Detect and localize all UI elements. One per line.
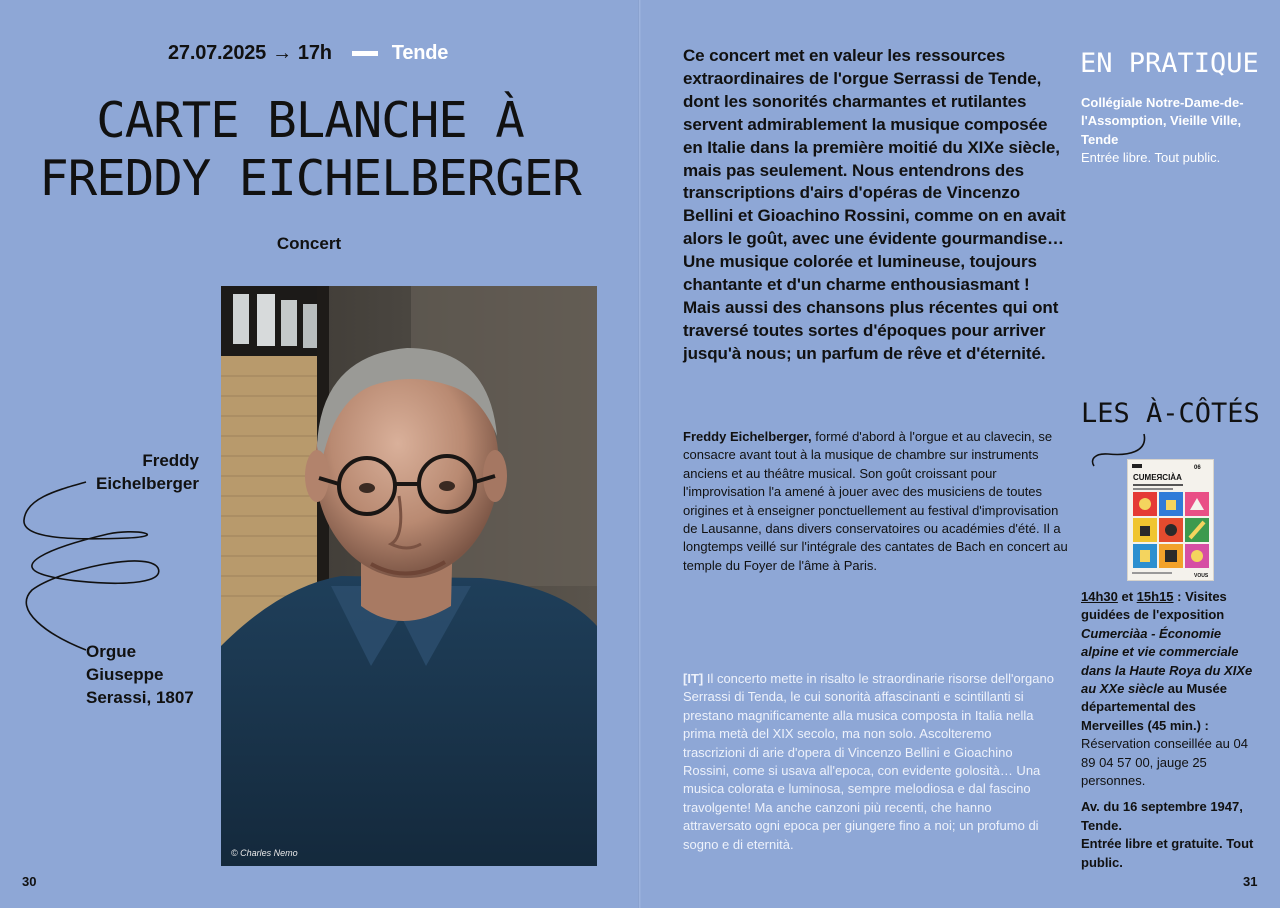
side-activity-text (1081, 588, 1261, 872)
a-cotes-heading: LES À-CÔTÉS (1081, 398, 1260, 429)
artist-label-line: Eichelberger (96, 474, 199, 493)
dash-separator (352, 51, 378, 56)
event-type: Concert (276, 234, 342, 253)
museum-name: Musée départemental des Merveilles (45 min.) : (1081, 681, 1227, 733)
portrait-illustration (221, 286, 597, 866)
artist-label-line: Freddy (142, 451, 199, 470)
access-text: Entrée libre. Tout public. (1081, 150, 1221, 166)
biography-paragraph (683, 428, 1068, 575)
visit-and: et (1117, 589, 1137, 604)
venue-text: Collégiale Notre-Dame-de-l'Assomption, Vieille Ville, Tende (1081, 95, 1244, 147)
event-time: 17h (297, 42, 332, 64)
italian-text: Il concerto mette in risalto le straordinarie risorse dell'organo Serrassi di Tenda, le cui sonorità affascinanti e scintillanti si prestano magnificamente alla musica composta in Italia nella prima metà del XIX secolo, ma non solo. Ascolteremo trascrizioni di arie d'opera di Vincenzo Bellini e Gioachino Rossini, come si usava all'epoca, con evidente golosità… Una musica colorata e luminosa, sempre melodiosa e dal fascino travolgente! Ma anche canzoni più recenti, che hanno attraversato ogni epoca per giungere fino a noi; un profumo di sogno e di eternità. (683, 671, 1054, 852)
organ-label-line: Serassi, 1807 (86, 688, 194, 707)
poster-illustration (1128, 460, 1213, 580)
event-place: Tende (391, 42, 449, 64)
page-gutter (638, 0, 641, 908)
exhibition-title: Cumerciàa - Économie alpine et vie commerciale dans la Haute Roya du XIXe au XXe siècle (1081, 625, 1253, 697)
bio-text: formé d'abord à l'orgue et au clavecin, se consacre avant tout à la musique de chambre sur instruments anciens et au théâtre musical. Son goût croissant pour l'improvisation l'a amené à jouer avec des musiciens de toutes origines et à enseigner ponctuellement au festival d'improvisation de Lausanne, dans divers conservatoires ou académies d'été. Il a longtemps veillé sur l'intégrale des cantates de Bach en concert au temple du Foyer de l'âme à Paris. (683, 429, 1068, 573)
photo-credit: © Charles Nemo (231, 848, 298, 858)
visit-at: au (1164, 681, 1187, 697)
page-title (20, 92, 600, 208)
title-line-2: FREDDY EICHELBERGER (39, 150, 581, 207)
museum-address: Av. du 16 septembre 1947, Tende. (1081, 799, 1243, 833)
event-date-line (168, 42, 448, 65)
poster-number: 06 (1194, 465, 1201, 471)
poster-footer: VOUS (1194, 573, 1209, 579)
en-pratique-body (1081, 94, 1261, 168)
italian-paragraph (683, 670, 1055, 854)
organ-label-line: Giuseppe (86, 665, 164, 684)
portrait-photo (221, 286, 597, 866)
organ-label-line: Orgue (86, 642, 137, 661)
bio-name: Freddy Eichelberger, (683, 429, 812, 444)
language-tag: [IT] (683, 671, 704, 686)
page-number-right: 31 (1243, 874, 1258, 889)
page-number-left: 30 (22, 874, 37, 889)
arrow-icon: → (272, 42, 292, 64)
visit-time-2: 15h15 (1136, 589, 1174, 604)
en-pratique-heading: EN PRATIQUE (1080, 48, 1259, 79)
title-line-1: CARTE BLANCHE À (96, 92, 524, 149)
event-date: 27.07.2025 (168, 42, 267, 64)
poster-title: CUMEЯCIÀA (1133, 473, 1182, 482)
visit-time-1: 14h30 (1081, 589, 1118, 604)
connector-loops-graphic (18, 470, 218, 660)
lead-paragraph: Ce concert met en valeur les ressources extraordinaires de l'orgue Serrassi de Tende, dont les sonorités charmantes et rutilantes servent admirablement la musique composée en Italie dans la première moitié du XIXe siècle, mais pas seulement. Nous entendrons des transcriptions d'airs d'opéras de Vincenzo Bellini et Gioachino Rossini, comme on en avait alors le goût, avec une évidente gourmandise… Une musique colorée et lumineuse, toujours chantante et d'un charme enthousiasmant ! Mais aussi des chansons plus récentes qui ont traversé toutes sortes d'époques pour arriver jusqu'à nous; un parfum de rêve et d'éternité. (683, 46, 1066, 363)
exhibition-poster (1127, 459, 1214, 581)
visit-intro: : Visites guidées de l'exposition (1081, 589, 1227, 623)
entry-info: Entrée libre et gratuite. Tout public. (1081, 836, 1254, 870)
organ-label (86, 640, 216, 709)
reservation-text: Réservation conseillée au 04 89 04 57 00, jauge 25 personnes. (1081, 736, 1248, 789)
